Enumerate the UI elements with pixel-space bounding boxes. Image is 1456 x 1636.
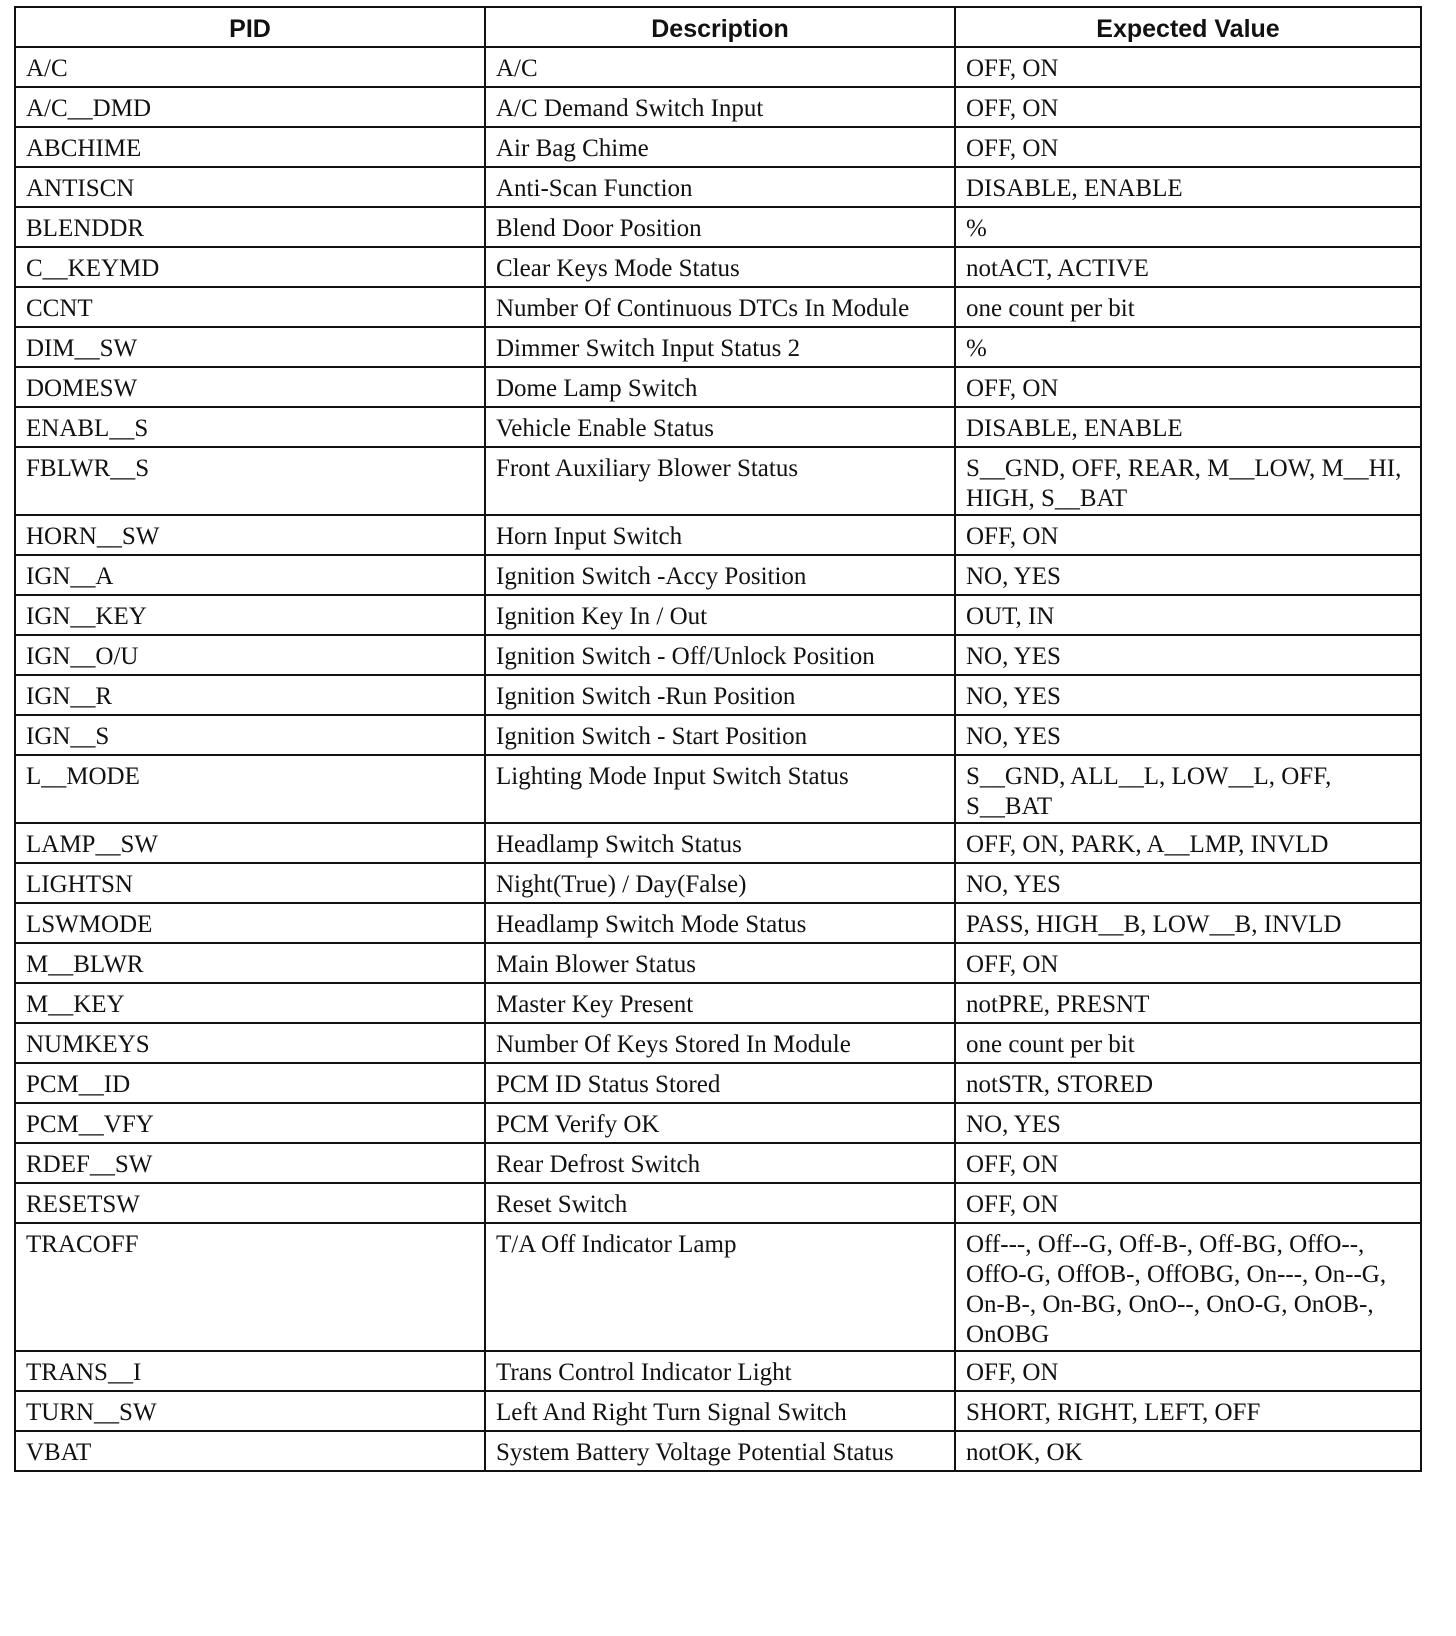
table-row: [15, 327, 1421, 367]
expected-value-cell: SHORT, RIGHT, LEFT, OFF: [955, 1391, 1421, 1431]
table-row: [15, 755, 1421, 823]
pid-cell: BLENDDR: [15, 207, 485, 247]
header-pid: PID: [15, 7, 485, 47]
expected-value-cell: OFF, ON: [955, 1143, 1421, 1183]
table-row: [15, 1063, 1421, 1103]
pid-cell: PCM__VFY: [15, 1103, 485, 1143]
expected-value-cell: OFF, ON: [955, 47, 1421, 87]
table-row: [15, 407, 1421, 447]
expected-value-cell: OFF, ON: [955, 127, 1421, 167]
header-expected-value: Expected Value: [955, 7, 1421, 47]
table-row: [15, 983, 1421, 1023]
table-row: [15, 1351, 1421, 1391]
pid-cell: M__BLWR: [15, 943, 485, 983]
expected-value-cell: OFF, ON: [955, 367, 1421, 407]
description-cell: Main Blower Status: [485, 943, 955, 983]
pid-cell: C__KEYMD: [15, 247, 485, 287]
expected-value-cell: NO, YES: [955, 1103, 1421, 1143]
pid-cell: RESETSW: [15, 1183, 485, 1223]
pid-cell: TRANS__I: [15, 1351, 485, 1391]
pid-cell: VBAT: [15, 1431, 485, 1471]
description-cell: Vehicle Enable Status: [485, 407, 955, 447]
expected-value-cell: one count per bit: [955, 1023, 1421, 1063]
description-cell: Anti-Scan Function: [485, 167, 955, 207]
table-row: [15, 1391, 1421, 1431]
table-row: [15, 903, 1421, 943]
table-row: [15, 675, 1421, 715]
table-row: [15, 367, 1421, 407]
description-cell: Headlamp Switch Status: [485, 823, 955, 863]
table-row: [15, 207, 1421, 247]
expected-value-cell: %: [955, 207, 1421, 247]
description-cell: Master Key Present: [485, 983, 955, 1023]
pid-cell: ANTISCN: [15, 167, 485, 207]
description-cell: T/A Off Indicator Lamp: [485, 1223, 955, 1351]
description-cell: Front Auxiliary Blower Status: [485, 447, 955, 515]
expected-value-cell: OFF, ON: [955, 515, 1421, 555]
expected-value-cell: notPRE, PRESNT: [955, 983, 1421, 1023]
expected-value-cell: S__GND, OFF, REAR, M__LOW, M__HI, HIGH, S__BAT: [955, 447, 1421, 515]
description-cell: A/C: [485, 47, 955, 87]
description-cell: Night(True) / Day(False): [485, 863, 955, 903]
table-row: [15, 1103, 1421, 1143]
expected-value-cell: NO, YES: [955, 863, 1421, 903]
pid-cell: IGN__O/U: [15, 635, 485, 675]
expected-value-cell: %: [955, 327, 1421, 367]
description-cell: Ignition Switch -Run Position: [485, 675, 955, 715]
pid-cell: ABCHIME: [15, 127, 485, 167]
table-row: [15, 47, 1421, 87]
table-row: [15, 595, 1421, 635]
description-cell: A/C Demand Switch Input: [485, 87, 955, 127]
table-row: [15, 1143, 1421, 1183]
table-row: [15, 1223, 1421, 1351]
expected-value-cell: OFF, ON: [955, 87, 1421, 127]
table-row: [15, 287, 1421, 327]
expected-value-cell: OFF, ON: [955, 1351, 1421, 1391]
table-row: [15, 1023, 1421, 1063]
header-row: [15, 7, 1421, 47]
description-cell: Dimmer Switch Input Status 2: [485, 327, 955, 367]
description-cell: Lighting Mode Input Switch Status: [485, 755, 955, 823]
pid-cell: HORN__SW: [15, 515, 485, 555]
expected-value-cell: DISABLE, ENABLE: [955, 167, 1421, 207]
table-row: [15, 555, 1421, 595]
description-cell: Number Of Continuous DTCs In Module: [485, 287, 955, 327]
pid-cell: RDEF__SW: [15, 1143, 485, 1183]
pid-cell: LAMP__SW: [15, 823, 485, 863]
pid-cell: IGN__R: [15, 675, 485, 715]
pid-cell: CCNT: [15, 287, 485, 327]
description-cell: Number Of Keys Stored In Module: [485, 1023, 955, 1063]
header-description: Description: [485, 7, 955, 47]
description-cell: Clear Keys Mode Status: [485, 247, 955, 287]
table-row: [15, 715, 1421, 755]
expected-value-cell: notACT, ACTIVE: [955, 247, 1421, 287]
expected-value-cell: S__GND, ALL__L, LOW__L, OFF, S__BAT: [955, 755, 1421, 823]
expected-value-cell: NO, YES: [955, 635, 1421, 675]
pid-cell: LIGHTSN: [15, 863, 485, 903]
pid-cell: LSWMODE: [15, 903, 485, 943]
description-cell: Dome Lamp Switch: [485, 367, 955, 407]
table-row: [15, 943, 1421, 983]
pid-cell: A/C: [15, 47, 485, 87]
description-cell: PCM Verify OK: [485, 1103, 955, 1143]
pid-cell: ENABL__S: [15, 407, 485, 447]
pid-cell: TURN__SW: [15, 1391, 485, 1431]
table-row: [15, 167, 1421, 207]
pid-cell: TRACOFF: [15, 1223, 485, 1351]
expected-value-cell: PASS, HIGH__B, LOW__B, INVLD: [955, 903, 1421, 943]
pid-cell: DIM__SW: [15, 327, 485, 367]
table-row: [15, 1431, 1421, 1471]
expected-value-cell: NO, YES: [955, 675, 1421, 715]
expected-value-cell: OFF, ON, PARK, A__LMP, INVLD: [955, 823, 1421, 863]
pid-cell: A/C__DMD: [15, 87, 485, 127]
pid-cell: PCM__ID: [15, 1063, 485, 1103]
expected-value-cell: notOK, OK: [955, 1431, 1421, 1471]
pid-table: [14, 6, 1422, 1472]
expected-value-cell: Off---, Off--G, Off-B-, Off-BG, OffO--, OffO-G, OffOB-, OffOBG, On---, On--G, On-B-, On-BG, OnO--, OnO-G, OnOB-, OnOBG: [955, 1223, 1421, 1351]
description-cell: Rear Defrost Switch: [485, 1143, 955, 1183]
table-row: [15, 515, 1421, 555]
expected-value-cell: OFF, ON: [955, 943, 1421, 983]
description-cell: Trans Control Indicator Light: [485, 1351, 955, 1391]
pid-cell: IGN__A: [15, 555, 485, 595]
description-cell: Blend Door Position: [485, 207, 955, 247]
table-row: [15, 863, 1421, 903]
expected-value-cell: OFF, ON: [955, 1183, 1421, 1223]
description-cell: Air Bag Chime: [485, 127, 955, 167]
pid-cell: NUMKEYS: [15, 1023, 485, 1063]
expected-value-cell: NO, YES: [955, 555, 1421, 595]
description-cell: Ignition Switch -Accy Position: [485, 555, 955, 595]
expected-value-cell: NO, YES: [955, 715, 1421, 755]
expected-value-cell: notSTR, STORED: [955, 1063, 1421, 1103]
description-cell: Reset Switch: [485, 1183, 955, 1223]
description-cell: Ignition Switch - Start Position: [485, 715, 955, 755]
pid-cell: FBLWR__S: [15, 447, 485, 515]
pid-cell: L__MODE: [15, 755, 485, 823]
description-cell: System Battery Voltage Potential Status: [485, 1431, 955, 1471]
expected-value-cell: one count per bit: [955, 287, 1421, 327]
pid-cell: DOMESW: [15, 367, 485, 407]
description-cell: Ignition Switch - Off/Unlock Position: [485, 635, 955, 675]
pid-cell: M__KEY: [15, 983, 485, 1023]
description-cell: Horn Input Switch: [485, 515, 955, 555]
table-row: [15, 87, 1421, 127]
expected-value-cell: DISABLE, ENABLE: [955, 407, 1421, 447]
table-row: [15, 447, 1421, 515]
table-row: [15, 247, 1421, 287]
table-row: [15, 635, 1421, 675]
description-cell: PCM ID Status Stored: [485, 1063, 955, 1103]
description-cell: Headlamp Switch Mode Status: [485, 903, 955, 943]
pid-cell: IGN__S: [15, 715, 485, 755]
table-row: [15, 823, 1421, 863]
table-row: [15, 127, 1421, 167]
table-body: [15, 47, 1421, 1471]
description-cell: Ignition Key In / Out: [485, 595, 955, 635]
description-cell: Left And Right Turn Signal Switch: [485, 1391, 955, 1431]
table-row: [15, 1183, 1421, 1223]
pid-cell: IGN__KEY: [15, 595, 485, 635]
expected-value-cell: OUT, IN: [955, 595, 1421, 635]
